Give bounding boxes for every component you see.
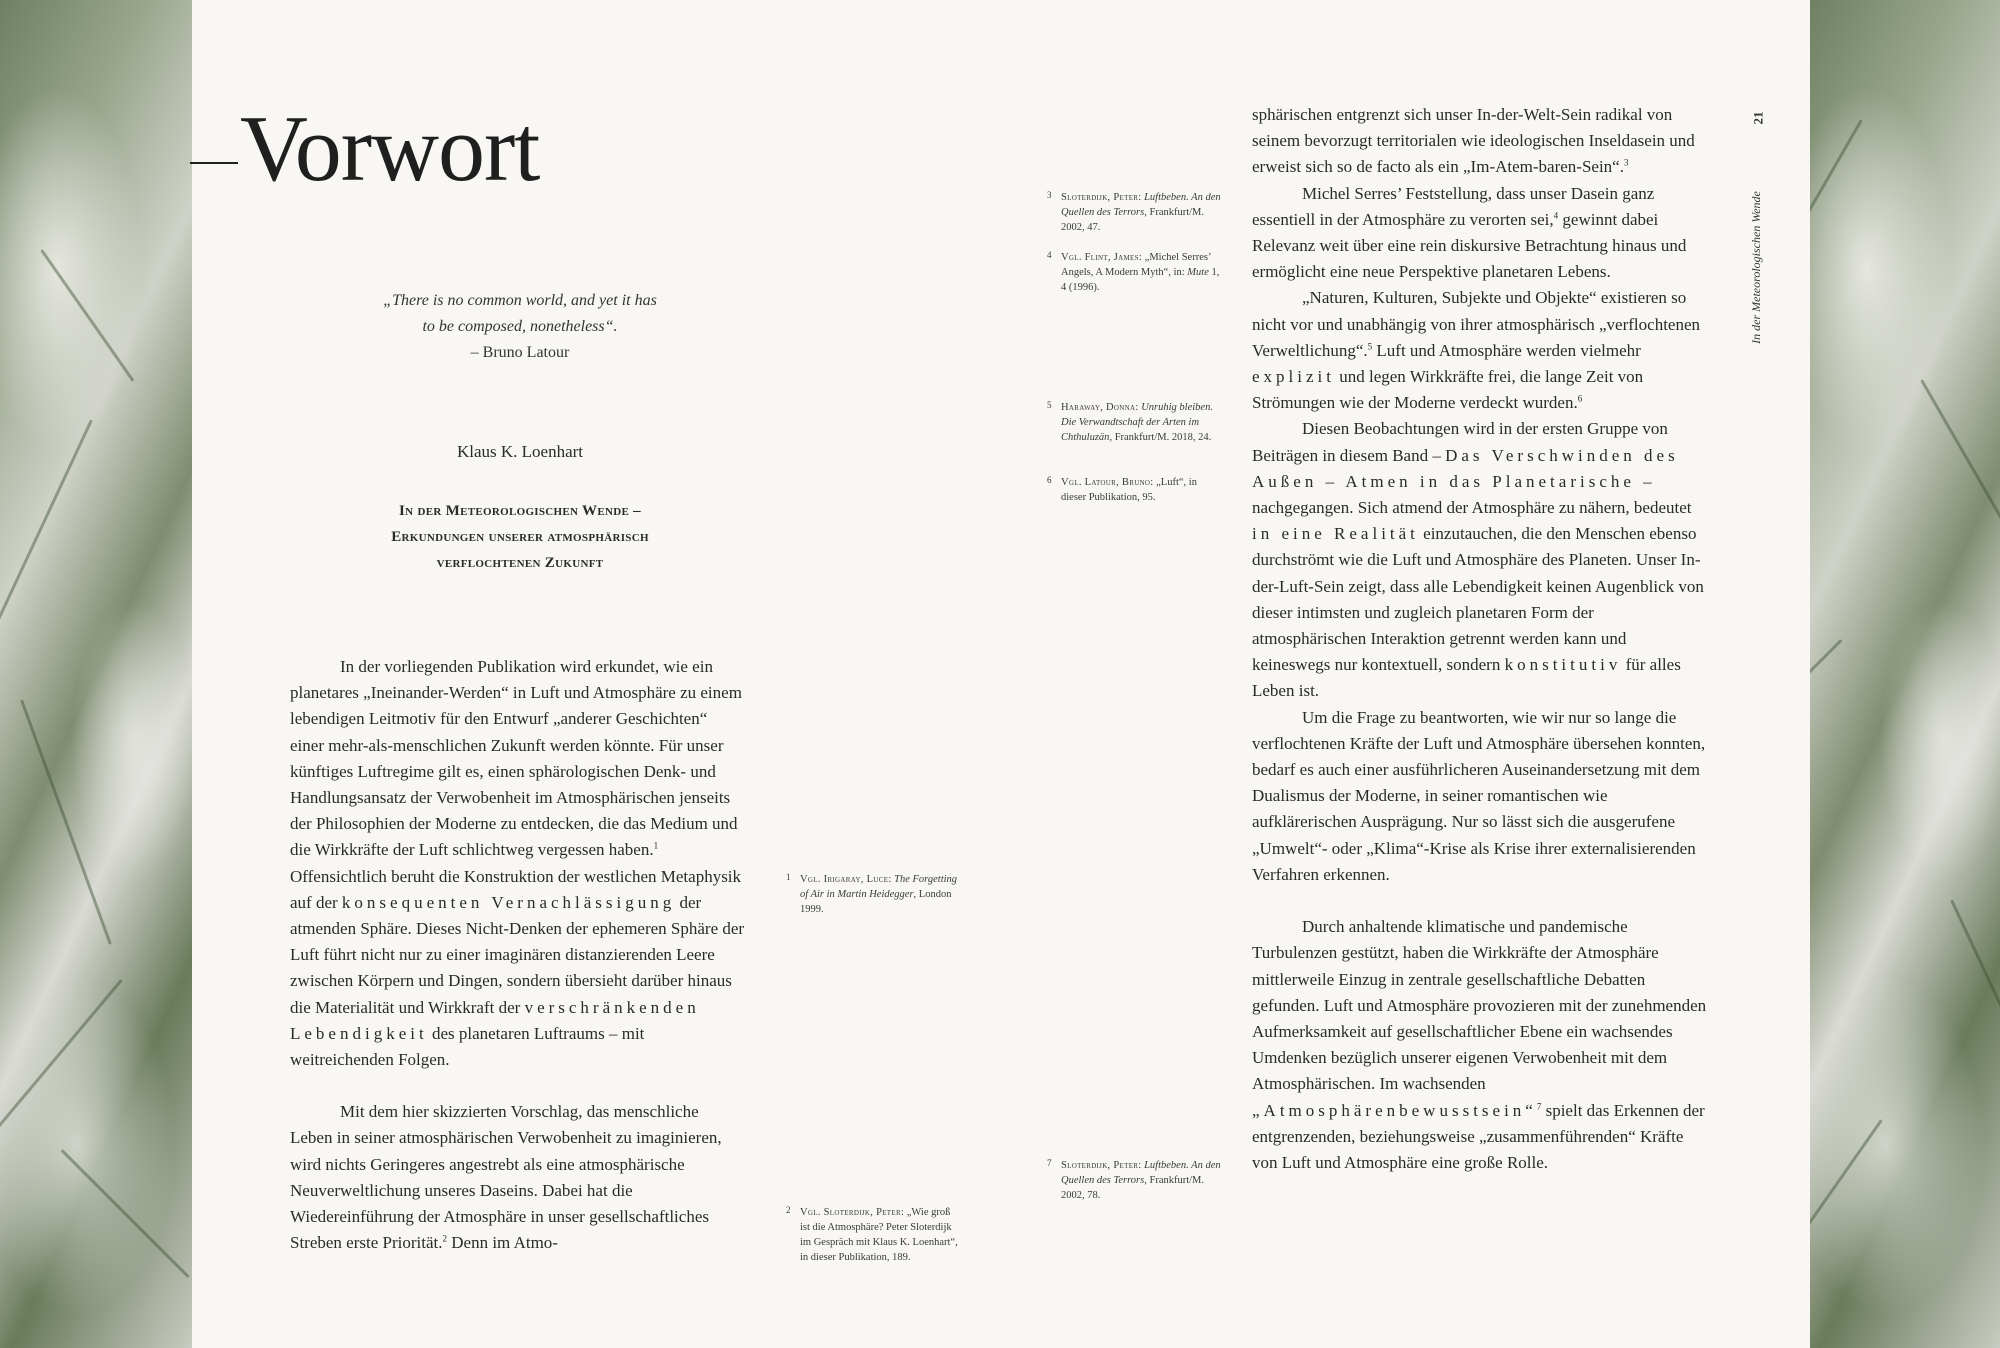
subtitle-line-1: In der Meteorologischen Wende – bbox=[399, 503, 641, 519]
chapter-subtitle bbox=[320, 498, 720, 576]
foliage-photo-left bbox=[0, 0, 192, 1348]
paragraph: Mit dem hier skizzierten Vorschlag, das menschliche Leben in seiner atmosphärischen Verwobenheit zu imaginieren, wird nichts Geringeres angestrebt als eine atmosphärische Neuverweltlichung unseres Daseins. Dabei hat die Wiedereinführung der Atmosphäre in unser gesellschaftliches Streben erste Priorität.$^2$ Denn im Atmo- bbox=[290, 1102, 722, 1253]
paragraph: „Naturen, Kulturen, Subjekte und Objekte“ existieren so nicht vor und unabhängig von ihrer atmosphärisch „verflochtenen Verweltlichung“.$^5$ Luft und Atmosphäre werden vielmehr explizit und legen Wirkkräfte frei, die lange Zeit von Strömungen wie der Moderne verdeckt wurden.$^6$ bbox=[1252, 288, 1701, 413]
footnote-6: 6 Vgl. Latour, Bruno: „Luft“, in dieser Publikation, 95. bbox=[1047, 475, 1197, 503]
body-column-left bbox=[290, 654, 745, 1256]
title-dash bbox=[190, 162, 238, 164]
author-byline: Klaus K. Loenhart bbox=[456, 442, 584, 461]
epigraph-line-1: „There is no common world, and yet it has bbox=[383, 292, 657, 309]
footnote-3: 3 Sloterdijk, Peter: Luftbeben. An den Quellen des Terrors, Frankfurt/M. 2002, 47. bbox=[1047, 190, 1221, 233]
epigraph bbox=[320, 288, 720, 366]
epigraph-author: – Bruno Latour bbox=[470, 344, 570, 361]
subtitle-line-3: verflochtenen Zukunft bbox=[436, 555, 604, 571]
footnote-5: 5 Haraway, Donna: Unruhig bleiben. Die Verwandtschaft der Arten im Chthuluzän, Frankfurt/M. 2018, 24. bbox=[1047, 400, 1213, 443]
footnote-ref[interactable]: 2 bbox=[442, 1233, 447, 1244]
footnote-4: 4 Vgl. Flint, James: „Michel Serres’ Angels, A Modern Myth“, in: Mute 1, 4 (1996). bbox=[1047, 250, 1220, 293]
paragraph: Diesen Beobachtungen wird in der ersten Gruppe von Beiträgen in diesem Band – Das Verschwinden des Außen – Atmen in das Planetarische – nachgegangen. Sich atmend der Atmosphäre zu nähern, bedeutet in eine Realität einzutauchen, die den Menschen ebenso durchströmt wie die Luft und Atmosphäre des Planeten. Unser In-der-Luft-Sein zeigt, dass alle Lebendigkeit keinen Augenblick von dieser intimsten und zugleich planetaren Form der atmosphärischen Interaktion getrennt werden kann und keineswegs nur kontextuell, sondern konstitutiv für alles Leben ist. bbox=[1252, 419, 1704, 701]
footnote-1: 1 Vgl. Irigaray, Luce: The Forgetting of Air in Martin Heidegger, London 1999. bbox=[786, 872, 958, 915]
footnote-ref[interactable]: 7 bbox=[1536, 1100, 1542, 1111]
footnote-ref[interactable]: 4 bbox=[1553, 210, 1559, 221]
paragraph: Durch anhaltende klimatische und pandemische Turbulenzen gestützt, haben die Wirkkräfte der Atmosphäre mittlerweile Einzug in zentrale gesellschaftliche Debatten gefunden. Luft und Atmosphäre provozieren mit der zunehmenden Aufmerksamkeit auf gesellschaftlicher Ebene ein wachsendes Umdenken bezüglich unserer eigenen Verwobenheit mit dem Atmosphärischen. Im wachsenden „Atmosphärenbewusstsein“$^7$ spielt das Erkennen der entgrenzenden, beziehungsweise „zusammenführenden“ Kräfte von Luft und Atmosphäre eine große Rolle. bbox=[1252, 917, 1707, 1172]
paragraph: Michel Serres’ Feststellung, dass unser Dasein ganz essentiell in der Atmosphäre zu verorten sei,$^4$ gewinnt dabei Relevanz weit über eine rein diskursive Betrachtung hinaus und ermöglicht eine neue Perspektive planetaren Lebens. bbox=[1252, 183, 1687, 282]
epigraph-line-2: to be composed, nonetheless“. bbox=[422, 318, 618, 335]
paragraph: In der vorliegenden Publikation wird erkundet, wie ein planetares „Ineinander-Werden“ in Luft und Atmosphäre zu einem lebendigen Leitmotiv für den Entwurf „anderer Geschichten“ einer mehr-als-menschlichen Zukunft werden könnte. Für unser künftiges Luftregime gilt es, einen sphärologischen Denk- und Handlungsansatz der Verwobenheit im Atmosphärischen jenseits der Philosophien der Moderne zu entdecken, die das Medium und die Wirkkräfte der Luft schlichtweg vergessen haben.$^1$ Offensichtlich beruht die Konstruktion der westlichen Metaphysik auf der konsequenten Vernachlässigung der atmenden Sphäre. Dieses Nicht-Denken der ephemeren Sphäre der Luft führt nicht nur zu einer imaginären distanzierenden Leere zwischen Körpern und Dingen, sondern übersieht darüber hinaus die Materialität und Wirkkraft der verschränkenden Lebendigkeit des planetaren Luftraums – mit weitreichenden Folgen. bbox=[290, 657, 745, 1070]
footnote-ref[interactable]: 6 bbox=[1577, 393, 1583, 404]
paragraph: sphärischen entgrenzt sich unser In-der-Welt-Sein radikal von seinem bevorzugt territorialen wie ideologischen Inseldasein und erweist sich so de facto als ein „Im-Atem-baren-Sein“.$^3$ bbox=[1252, 105, 1695, 177]
footnote-7: 7 Sloterdijk, Peter: Luftbeben. An den Quellen des Terrors, Frankfurt/M. 2002, 78. bbox=[1047, 1158, 1221, 1201]
footnote-ref[interactable]: 1 bbox=[653, 840, 659, 851]
body-column-right bbox=[1252, 102, 1707, 1176]
page-number: 21 bbox=[1750, 111, 1766, 125]
running-head: In der Meteorologischen Wende bbox=[1748, 191, 1763, 344]
footnote-ref[interactable]: 3 bbox=[1623, 157, 1629, 168]
footnote-ref[interactable]: 5 bbox=[1367, 341, 1373, 352]
foliage-photo-right bbox=[1810, 0, 2000, 1348]
paragraph: Um die Frage zu beantworten, wie wir nur so lange die verflochtenen Kräfte der Luft und Atmosphäre übersehen konnten, bedarf es auch einer ausführlicheren Auseinandersetzung mit dem Dualismus der Moderne, in seiner romantischen wie aufklärerischen Ausprägung. Nur so lässt sich die ausgerufene „Umwelt“- oder „Klima“-Krise als Krise ihrer externalisierenden Verfahren erkennen. bbox=[1252, 707, 1706, 884]
page-title: Vorwort bbox=[240, 97, 540, 201]
footnote-2: 2 Vgl. Sloterdijk, Peter: „Wie groß ist die Atmosphäre? Peter Sloterdijk im Gespräch mit Klaus K. Loenhart“, in dieser Publikation, 189. bbox=[786, 1205, 958, 1263]
subtitle-line-2: Erkundungen unserer atmosphärisch bbox=[391, 529, 649, 545]
